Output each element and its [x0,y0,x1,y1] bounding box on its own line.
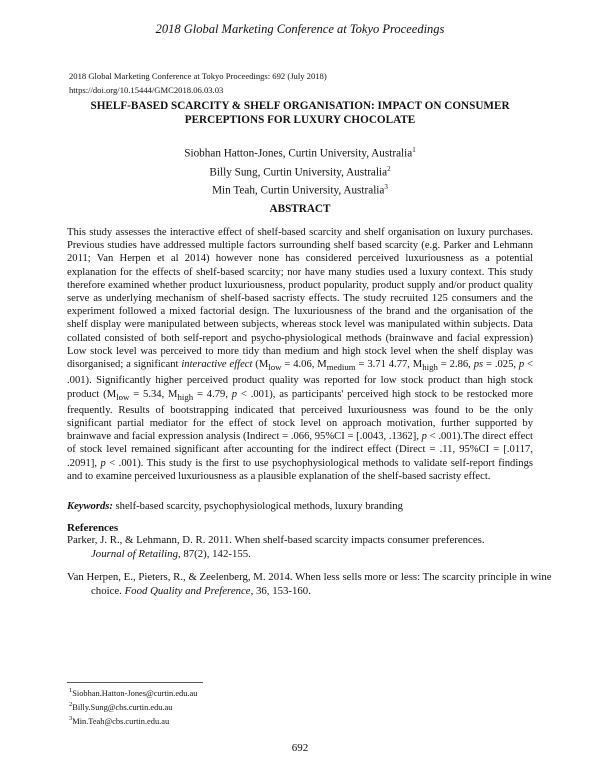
reference-1: Parker, J. R., & Lehmann, D. R. 2011. When shelf-based scarcity impacts consumer preferences. Journal of Retailing, 87(2), 142-155. [67,534,485,560]
keywords-text: shelf-based scarcity, psychophysiological methods, luxury branding [112,501,403,512]
footnote-3: $^3$Min.Teah@cbs.curtin.edu.au [69,715,170,726]
footnote-3-email[interactable]: Min.Teah@cbs.curtin.edu.au [72,716,170,726]
footnote-2-email[interactable]: Billy.Sung@cbs.curtin.edu.au [72,702,173,712]
author-2: Billy Sung, Curtin University, Australia$^2$ [209,164,391,179]
doi-line: https://doi.org/10.15444/GMC2018.06.03.03 [69,85,224,95]
reference-2-journal: Food Quality and Preference [124,584,251,597]
references-heading: References [67,522,119,534]
citation-line: 2018 Global Marketing Conference at Tokyo Proceedings: 692 (July 2018) [69,71,327,81]
abstract-body: This study assesses the interactive effect of shelf-based scarcity and shelf organisation on luxury purchases. Previous studies have addressed multiple factors surrounding shelf based scarcity (e.g. Parker and Lehmann 2011; Van Herpen et al 2014) however none has considered perceived luxuriousness as a potential explanation for the effects of shelf-based scarcity; nor have many studies used a luxury context. This study therefore examined whether product luxuriousness, product popularity, product supply and/or product quality serve as underlying mechanism of shelf-based sacristy effects. The study recruited 125 consumers and the experiment followed a mixed factorial design. The luxuriousness of the brand and the organisation of the shelf display were manipulated between subjects, whereas stock level was manipulated within subjects. Data collated consisted of both self-report and psycho-physiological methods (brainwave and facial expression) Low stock level was perceived to more tidy than medium and high stock level when the shelf display was disorganised; a significant interactive effect ($M_{low} = 4.06$, $M_{medium} = 3.71$ 4.77, $M_{high} = 2.86$, ps = .025, p < .001). Significantly higher perceived product quality was reported for low stock product than high stock product ($M_{low} = 5.34$, $M_{high} = 4.79$, p < .001), as participants' perceived high stock to be restocked more frequently. Results of bootstrapping indicated that perceived luxuriousness was found to be the only significant partial mediator for the effect of stock level on approach motivation, further supported by brainwave and facial expression analysis (Indirect = .066, 95%CI = [.0043, .1362], p < .001).The direct effect of stock level remained significant after accounting for the indirect effect (Direct = .11, 95%CI = [.0117, .2091], p < .001). This study is the first to use psychophysiological methods to validate self-report findings and to examine perceived luxuriousness as a plausible explanation of the shelf-based sacristy effect. [67,227,534,482]
footnote-1: $^1$Siobhan.Hatton-Jones@curtin.edu.au [69,687,198,698]
title-line-2: PERCEPTIONS FOR LUXURY CHOCOLATE [184,114,416,126]
author-3-mark: 3 [384,183,388,192]
footnote-divider [67,682,203,683]
interactive-effect-term: interactive effect [181,359,253,371]
keywords-label: Keywords: [67,501,113,512]
author-3: Min Teah, Curtin University, Australia$^3$ [212,183,388,198]
title-line-1: SHELF-BASED SCARCITY & SHELF ORGANISATION: IMPACT ON CONSUMER [90,100,510,112]
author-2-mark: 2 [387,164,391,173]
paper-title [80,99,520,127]
footnote-1-email[interactable]: Siobhan.Hatton-Jones@curtin.edu.au [72,688,198,698]
abstract-heading: ABSTRACT [269,203,331,215]
reference-2: Van Herpen, E., Pieters, R., & Zeelenberg, M. 2014. When less sells more or less: The scarcity principle in wine choice. Food Quality and Preference, 36, 153-160. [67,571,552,597]
footnote-2: $^2$Billy.Sung@cbs.curtin.edu.au [69,701,173,712]
running-head: 2018 Global Marketing Conference at Tokyo Proceedings [155,22,445,36]
reference-1-journal: Journal of Retailing [91,547,178,560]
keywords-line [67,501,533,512]
author-1-mark: 1 [412,146,416,154]
author-list [0,143,600,199]
page-number: 692 [291,742,309,754]
author-1: Siobhan Hatton-Jones, Curtin University, Australia$^1$ [184,146,416,160]
